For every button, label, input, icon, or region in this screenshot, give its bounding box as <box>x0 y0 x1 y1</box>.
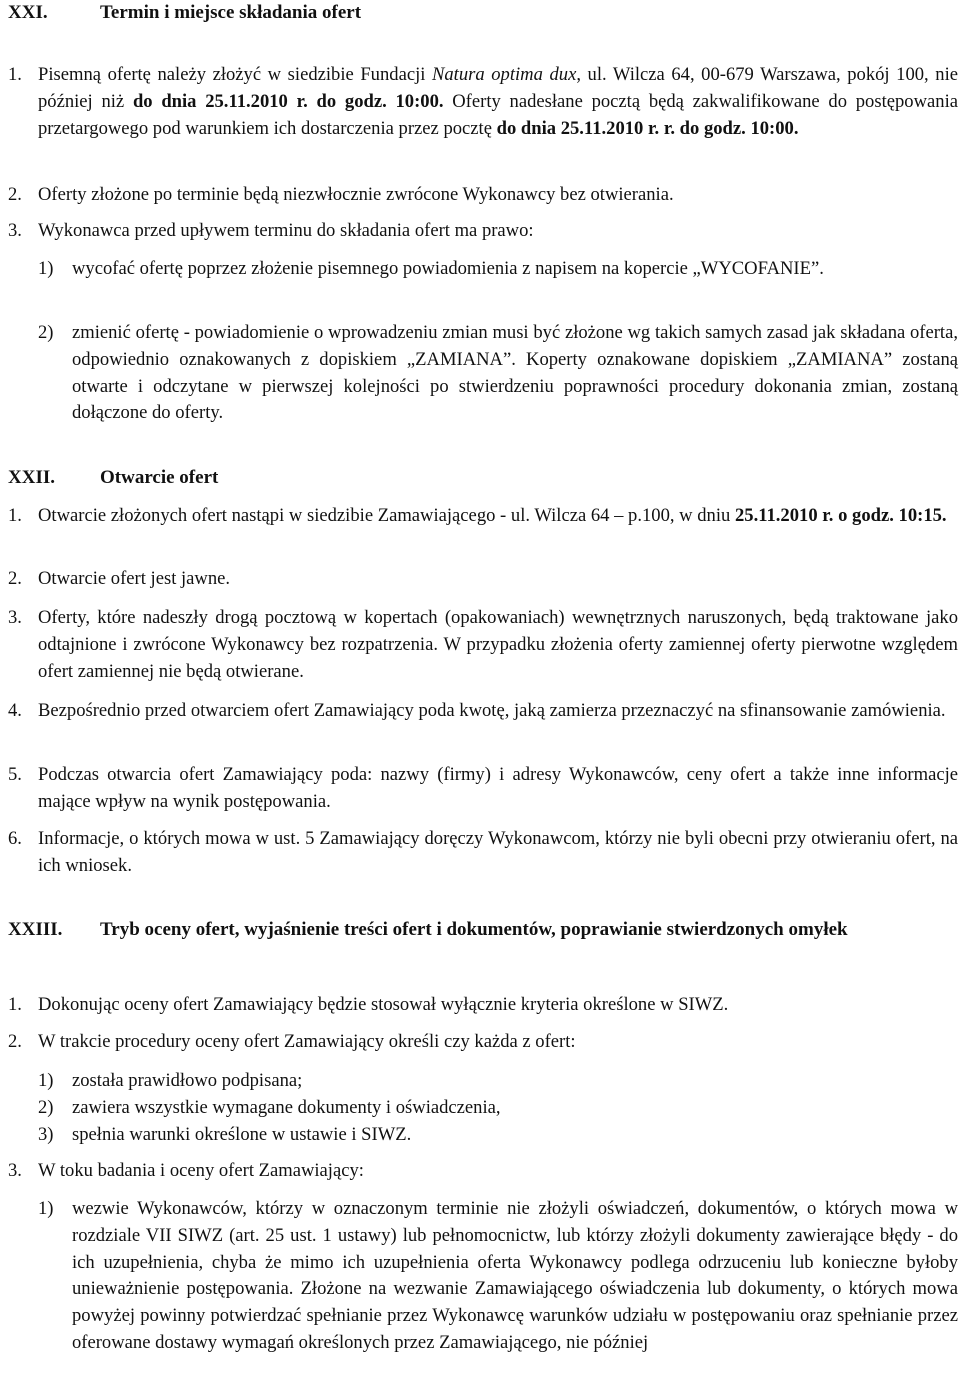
item-number: 1. <box>8 994 22 1015</box>
sub-item <box>38 1196 958 1357</box>
item-text: W toku badania i oceny ofert Zamawiający: <box>38 1160 364 1181</box>
item-text: W trakcie procedury oceny ofert Zamawiający określi czy każda z ofert: <box>38 1031 576 1052</box>
list-item <box>8 605 958 685</box>
item-text: Wykonawca przed upływem terminu do składania ofert ma prawo: <box>38 220 534 241</box>
item-number: 1. <box>8 505 22 526</box>
sub-item <box>38 1122 958 1149</box>
section-number: XXIII. <box>8 919 63 940</box>
sub-item-number: 2) <box>38 322 54 343</box>
item-number: 2. <box>8 568 22 589</box>
list-item <box>8 826 958 880</box>
sub-item <box>38 1095 958 1122</box>
sub-item-number: 1) <box>38 1070 54 1091</box>
sub-item-text: zmienić ofertę - powiadomienie o wprowadzeniu zmian musi być złożone wg takich samych zasad jak składana oferta, odpowiednio oznakowanych z dopiskiem „ZAMIANA”. Koperty oznakowane dopiskiem „ZAMIANA” zostaną otwarte i odczytane w pierwszej kolejności po stwierdzeniu poprawności procedury dokonania zmian, zostaną dołączone do oferty. <box>72 322 958 424</box>
list-item <box>8 566 958 593</box>
item-text: Bezpośrednio przed otwarciem ofert Zamawiający poda kwotę, jaką zamierza przeznaczyć na sfinansowanie zamówienia. <box>38 700 946 721</box>
sub-item-text: wycofać ofertę poprzez złożenie pisemnego powiadomienia z napisem na kopercie „WYCOFANIE”. <box>72 258 824 279</box>
list-item <box>8 762 958 816</box>
sub-item-text: została prawidłowo podpisana; <box>72 1070 303 1091</box>
item-text: Oferty złożone po terminie będą niezwłocznie zwrócone Wykonawcy bez otwierania. <box>38 184 674 205</box>
sub-item <box>38 256 958 283</box>
sub-item-number: 1) <box>38 1198 54 1219</box>
item-text: Otwarcie złożonych ofert nastąpi w siedzibie Zamawiającego - ul. Wilcza 64 – p.100, w dniu 25.11.2010 r. o godz. 10:15. <box>38 505 947 526</box>
item-number: 5. <box>8 764 22 785</box>
sub-item <box>38 320 958 427</box>
sub-item <box>38 1068 958 1095</box>
list-item <box>8 503 958 530</box>
section-title: Otwarcie ofert <box>100 467 219 488</box>
sub-item-number: 1) <box>38 258 54 279</box>
section-number: XXII. <box>8 467 55 488</box>
list-item <box>8 218 958 245</box>
item-text: Oferty, które nadeszły drogą pocztową w kopertach (opakowaniach) wewnętrznych naruszonych, będą traktowane jako odtajnione i zwrócone Wykonawcy bez rozpatrzenia. W przypadku złożenia oferty zamiennej oferty pierwotne względem ofert zamiennej nie będą otwierane. <box>38 607 958 682</box>
list-item <box>8 1158 958 1185</box>
list-item <box>8 698 958 725</box>
list-item <box>8 992 958 1019</box>
item-number: 3. <box>8 607 22 628</box>
item-number: 1. <box>8 64 22 85</box>
list-item <box>8 62 958 142</box>
item-number: 6. <box>8 828 22 849</box>
item-number: 3. <box>8 1160 22 1181</box>
section-number: XXI. <box>8 2 48 23</box>
item-text: Podczas otwarcia ofert Zamawiający poda: nazwy (firmy) i adresy Wykonawców, ceny ofert a także inne informacje mające wpływ na wynik postępowania. <box>38 764 958 812</box>
item-number: 2. <box>8 1031 22 1052</box>
item-number: 3. <box>8 220 22 241</box>
item-text: Pisemną ofertę należy złożyć w siedzibie Fundacji Natura optima dux, ul. Wilcza 64, 00-679 Warszawa, pokój 100, nie później niż do dnia 25.11.2010 r. do godz. 10:00. Oferty nadesłane pocztą będą zakwalifikowane do postępowania przetargowego pod warunkiem ich dostarczenia przez pocztę do dnia 25.11.2010 r. r. do godz. 10:00. <box>38 64 958 139</box>
section-title: Tryb oceny ofert, wyjaśnienie treści ofert i dokumentów, poprawianie stwierdzonych omyłek <box>100 919 848 940</box>
item-number: 4. <box>8 700 22 721</box>
item-number: 2. <box>8 184 22 205</box>
item-text: Dokonując oceny ofert Zamawiający będzie stosował wyłącznie kryteria określone w SIWZ. <box>38 994 729 1015</box>
item-text: Informacje, o których mowa w ust. 5 Zamawiający doręczy Wykonawcom, którzy nie byli obecni przy otwieraniu ofert, na ich wniosek. <box>38 828 958 876</box>
sub-item-text: wezwie Wykonawców, którzy w oznaczonym terminie nie złożyli oświadczeń, dokumentów, o których mowa w rozdziale VII SIWZ (art. 25 ust. 1 ustawy) lub pełnomocnictw, lub którzy złożyli dokumenty zawierające błędy - do ich uzupełnienia, chyba że mimo ich uzupełnienia oferta Wykonawcy podlega odrzuceniu lub konieczne byłoby unieważnienie postępowania. Złożone na wezwanie Zamawiającego oświadczenia lub dokumenty, o których mowa powyżej powinny potwierdzać spełnianie przez Wykonawcę warunków udziału w postępowaniu oraz spełnianie przez oferowane dostawy wymagań określonych przez Zamawiającego, nie później <box>72 1198 958 1353</box>
sub-item-number: 2) <box>38 1097 54 1118</box>
list-item <box>8 1029 958 1056</box>
list-item <box>8 182 958 209</box>
sub-item-text: spełnia warunki określone w ustawie i SIWZ. <box>72 1124 412 1145</box>
sub-item-text: zawiera wszystkie wymagane dokumenty i oświadczenia, <box>72 1097 501 1118</box>
sub-item-number: 3) <box>38 1124 54 1145</box>
item-text: Otwarcie ofert jest jawne. <box>38 568 231 589</box>
section-title: Termin i miejsce składania ofert <box>100 2 362 23</box>
